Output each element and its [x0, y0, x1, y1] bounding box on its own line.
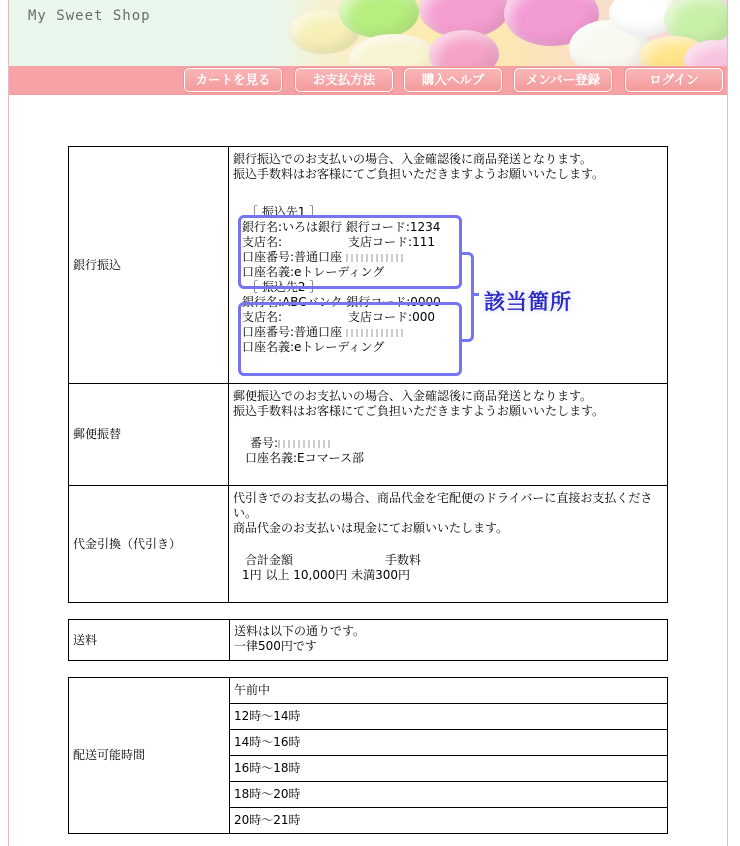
redacted-number [346, 329, 406, 337]
payment-methods-table [68, 146, 668, 603]
cod-intro-2: 商品代金のお支払いは現金にてお願いいたします。 [233, 521, 509, 535]
postal-account-name: 口座名義:Eコマース部 [245, 451, 365, 465]
shipping-label: 送料 [69, 620, 230, 661]
cod-content [229, 486, 668, 603]
postal-intro-2: 振込手数料はお客様にてご負担いただきますようお願いいたします。 [233, 404, 605, 418]
bank-intro-2: 振込手数料はお客様にてご負担いただきますようお願いいたします。 [233, 167, 605, 181]
postal-transfer-label: 郵便振替 [69, 384, 229, 486]
nav-login-button[interactable]: ログイン [625, 68, 723, 92]
bank-dest2-title: ［ 振込先2 ］ [246, 280, 322, 294]
candy-banner-image [279, 0, 727, 66]
redacted-number [278, 440, 333, 448]
delivery-slot: 14時～16時 [230, 730, 668, 756]
postal-number: 番号: [233, 436, 663, 451]
table-row [69, 620, 668, 661]
cod-intro-1: 代引きでのお支払の場合、商品代金を宅配便のドライバーに直接お支払ください。 [233, 491, 653, 520]
shipping-content [230, 620, 668, 661]
bank-dest1-account-name: 口座名義:eトレーディング [242, 265, 385, 279]
bank-transfer-label: 銀行振込 [69, 147, 229, 384]
delivery-slot: 16時～18時 [230, 756, 668, 782]
shipping-table [68, 619, 668, 661]
delivery-time-label: 配送可能時間 [69, 678, 230, 834]
bank-dest2-branch: 支店名: 支店コード:000 [242, 310, 435, 324]
bank-intro-1: 銀行振込でのお支払いの場合、入金確認後に商品発送となります。 [233, 152, 593, 166]
redacted-number [346, 254, 406, 262]
bank-dest1-bank: 銀行名:いろは銀行 銀行コード:1234 [242, 220, 441, 234]
nav-payment-button[interactable]: お支払方法 [295, 68, 393, 92]
nav-bar [9, 66, 727, 95]
bank-dest2-account: 口座番号:普通口座 [242, 325, 663, 340]
bank-dest2-bank: 銀行名:ABCバンク 銀行コード:0000 [242, 295, 441, 309]
callout-label: 該当箇所 [484, 290, 572, 314]
bank-transfer-content [229, 147, 668, 384]
table-row [69, 678, 668, 704]
delivery-slot: 午前中 [230, 678, 668, 704]
bank-dest2-account-name: 口座名義:eトレーディング [242, 340, 385, 354]
delivery-slot: 12時～14時 [230, 704, 668, 730]
highlight-bracket-tick [471, 293, 479, 296]
nav-cart-button[interactable]: カートを見る [184, 68, 282, 92]
shipping-line-1: 送料は以下の通りです。 [234, 624, 366, 638]
highlight-bracket [459, 252, 474, 342]
header-banner [9, 0, 727, 66]
delivery-slot: 18時～20時 [230, 782, 668, 808]
delivery-slot: 20時～21時 [230, 808, 668, 834]
bank-dest1-account: 口座番号:普通口座 [242, 250, 663, 265]
delivery-time-table [68, 677, 668, 834]
postal-intro-1: 郵便振込でのお支払いの場合、入金確認後に商品発送となります。 [233, 389, 593, 403]
table-row [69, 384, 668, 486]
cod-fee-header: 合計金額 手数料 [245, 553, 422, 567]
shop-logo[interactable]: My Sweet Shop [28, 8, 151, 24]
cod-fee-row: 1円 以上 10,000円 未満300円 [242, 568, 410, 582]
table-row [69, 147, 668, 384]
bank-dest1-title: ［ 振込先1 ］ [246, 205, 322, 219]
postal-transfer-content [229, 384, 668, 486]
cod-label: 代金引換（代引き） [69, 486, 229, 603]
nav-register-button[interactable]: メンバー登録 [514, 68, 612, 92]
shipping-line-2: 一律500円です [234, 639, 317, 653]
table-row [69, 486, 668, 603]
nav-help-button[interactable]: 購入ヘルプ [404, 68, 502, 92]
bank-dest1-branch: 支店名: 支店コード:111 [242, 235, 435, 249]
